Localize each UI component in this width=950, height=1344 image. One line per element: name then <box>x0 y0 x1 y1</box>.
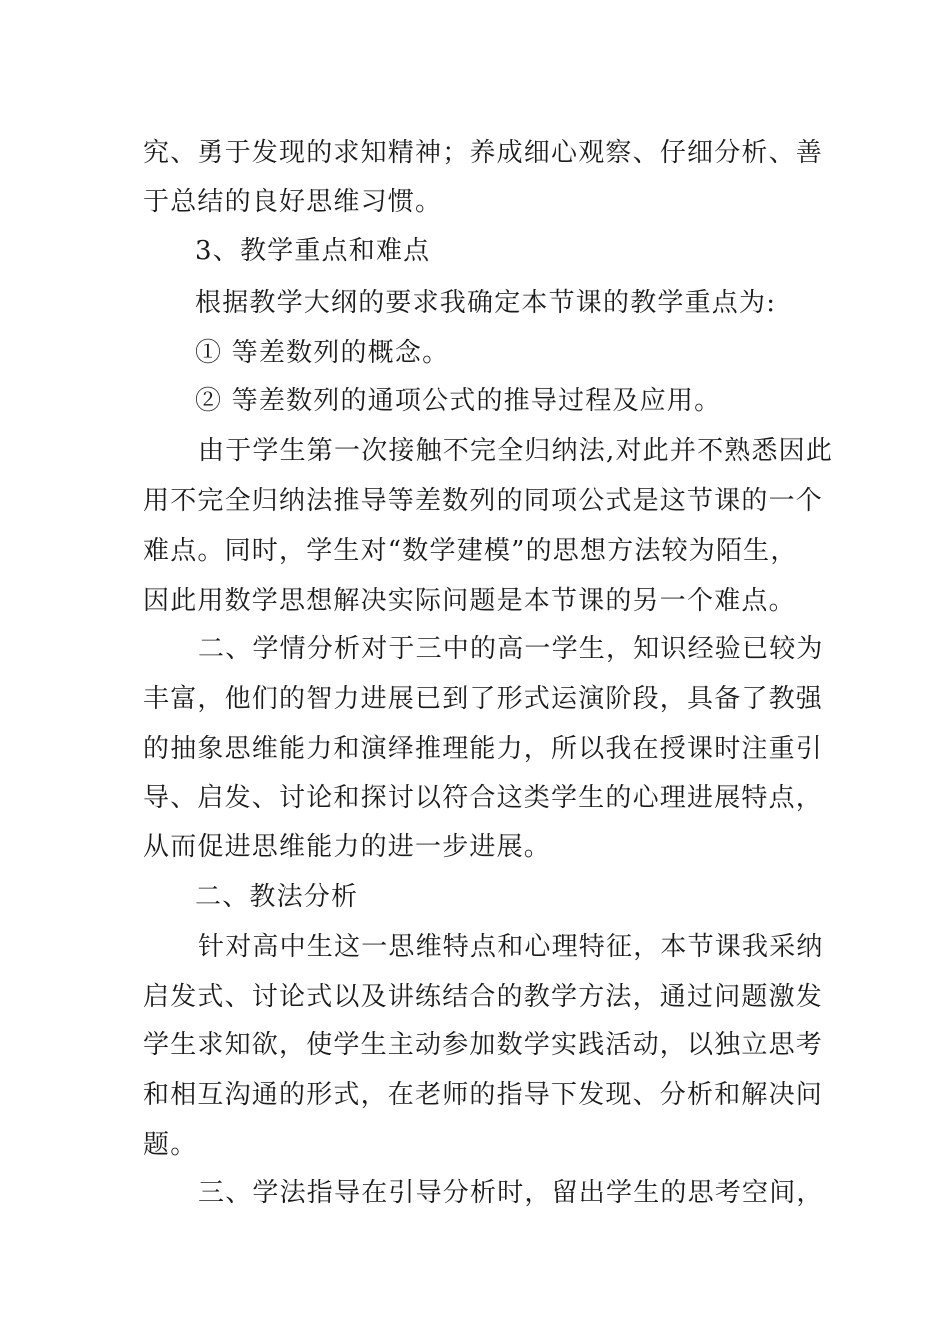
text-line-8: 用不完全归纳法推导等差数列的同项公式是这节课的一个 <box>143 486 824 516</box>
text-line-17: 针对高中生这一思维特点和心理特征，本节课我采纳 <box>198 932 824 962</box>
text-line-1: 究、勇于发现的求知精神；养成细心观察、仔细分析、善 <box>143 138 824 168</box>
text-line-9: 难点。同时，学生对“数学建模”的思想方法较为陌生， <box>143 536 798 566</box>
text-line-2: 于总结的良好思维习惯。 <box>143 187 443 217</box>
text-line-13: 的抽象思维能力和演绎推理能力，所以我在授课时注重引 <box>143 734 824 764</box>
text-line-7: 由于学生第一次接触不完全归纳法,对此并不熟悉因此 <box>198 436 834 466</box>
section-heading-key-points: 3、教学重点和难点 <box>195 236 431 266</box>
text-line-15: 从而促进思维能力的进一步进展。 <box>143 832 552 862</box>
text-line-21: 题。 <box>143 1130 198 1160</box>
list-item-2: ② 等差数列的通项公式的推导过程及应用。 <box>195 386 722 416</box>
text-line-18: 启发式、讨论式以及讲练结合的教学方法，通过问题激发 <box>143 982 824 1012</box>
text-line-4: 根据教学大纲的要求我确定本节课的教学重点为: <box>195 288 777 318</box>
text-line-19: 学生求知欲，使学生主动参加数学实践活动，以独立思考 <box>143 1030 824 1060</box>
text-line-14: 导、启发、讨论和探讨以符合这类学生的心理进展特点， <box>143 783 824 813</box>
text-line-11: 二、学情分析对于三中的高一学生，知识经验已较为 <box>198 634 824 664</box>
text-line-20: 和相互沟通的形式，在老师的指导下发现、分析和解决问 <box>143 1080 824 1110</box>
list-item-1: ① 等差数列的概念。 <box>195 338 450 368</box>
text-line-12: 丰富，他们的智力进展已到了形式运演阶段，具备了教强 <box>143 684 824 714</box>
text-line-10: 因此用数学思想解决实际问题是本节课的另一个难点。 <box>143 586 796 616</box>
section-heading-teaching-method: 二、教法分析 <box>195 882 359 912</box>
text-line-22: 三、学法指导在引导分析时，留出学生的思考空间， <box>198 1178 824 1208</box>
